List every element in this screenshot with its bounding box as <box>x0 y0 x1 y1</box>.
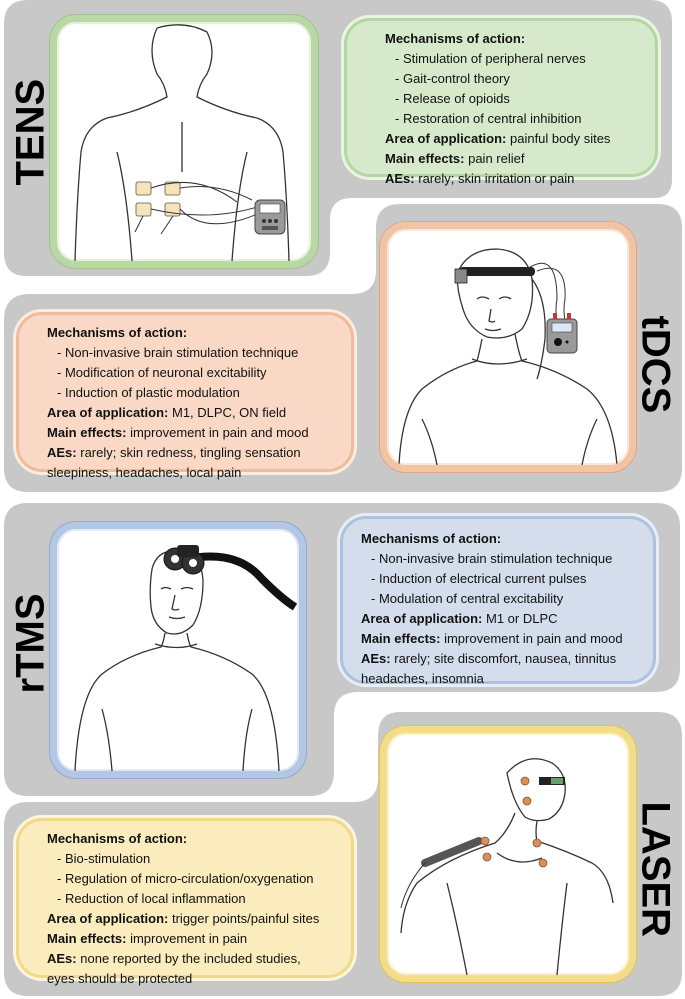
tens-info-panel <box>344 18 658 186</box>
laser-probe-icon <box>401 841 479 908</box>
mechanism-item: - Stimulation of peripheral nerves <box>395 51 586 66</box>
mechanism-item: - Modulation of central excitability <box>371 591 564 606</box>
tdcs-info-panel <box>16 312 354 480</box>
tdcs-label: tDCS <box>633 315 678 414</box>
mechanism-item: - Induction of electrical current pulses <box>371 571 587 586</box>
adverse-effects: AEs: rarely; site discomfort, nausea, tinnitus <box>361 651 617 666</box>
area-of-application: Area of application: painful body sites <box>385 131 611 146</box>
rtms-body-illustration <box>57 529 299 771</box>
adverse-effects-continued: eyes should be protected <box>47 971 193 986</box>
mechanism-item: - Bio-stimulation <box>57 851 151 866</box>
adverse-effects: AEs: rarely; skin irritation or pain <box>385 171 575 186</box>
adverse-effects-continued: headaches, insomnia <box>361 671 484 686</box>
mechanism-item: - Modification of neuronal excitability <box>57 365 267 380</box>
main-effects: Main effects: improvement in pain and mood <box>361 631 623 646</box>
tdcs-device-icon <box>547 313 577 353</box>
mechanism-item: - Non-invasive brain stimulation technique <box>57 345 299 360</box>
rtms-illustration-panel <box>50 522 306 778</box>
tens-label: TENS <box>8 78 53 186</box>
tens-illustration-panel <box>50 15 318 268</box>
area-of-application: Area of application: trigger points/painful sites <box>47 911 320 926</box>
laser-label: LASER <box>633 801 678 938</box>
mechanism-item: - Regulation of micro-circulation/oxygenation <box>57 871 314 886</box>
area-of-application: Area of application: M1 or DLPC <box>361 611 558 626</box>
mechanisms-heading: Mechanisms of action: <box>361 531 502 546</box>
headband-icon <box>459 267 535 276</box>
magnetic-coil-icon <box>164 545 295 607</box>
tdcs-illustration-panel <box>380 222 636 472</box>
main-effects: Main effects: improvement in pain <box>47 931 248 946</box>
laser-info-panel <box>16 818 354 986</box>
main-effects: Main effects: pain relief <box>385 151 525 166</box>
tdcs-body-illustration <box>387 229 629 465</box>
mechanisms-heading: Mechanisms of action: <box>47 325 188 340</box>
laser-body-illustration <box>387 733 629 975</box>
rtms-info-panel <box>340 516 656 684</box>
electrode-pads-icon <box>135 182 262 234</box>
area-of-application: Area of application: M1, DLPC, ON field <box>47 405 287 420</box>
mechanisms-heading: Mechanisms of action: <box>385 31 526 46</box>
adverse-effects: AEs: none reported by the included studies, <box>47 951 301 966</box>
adverse-effects-continued: sleepiness, headaches, local pain <box>47 465 242 480</box>
adverse-effects: AEs: rarely; skin redness, tingling sensation <box>47 445 301 460</box>
mechanism-item: - Gait-control theory <box>395 71 510 86</box>
mechanism-item: - Non-invasive brain stimulation technique <box>371 551 613 566</box>
mechanism-item: - Induction of plastic modulation <box>57 385 240 400</box>
tens-device-icon <box>255 200 285 234</box>
rtms-label: rTMS <box>8 593 53 694</box>
mechanism-item: - Reduction of local inflammation <box>57 891 246 906</box>
mechanisms-heading: Mechanisms of action: <box>47 831 188 846</box>
tens-body-illustration <box>57 22 311 261</box>
mechanism-item: - Restoration of central inhibition <box>395 111 582 126</box>
mechanism-item: - Release of opioids <box>395 91 510 106</box>
main-effects: Main effects: improvement in pain and mood <box>47 425 309 440</box>
laser-illustration-panel <box>380 726 636 982</box>
